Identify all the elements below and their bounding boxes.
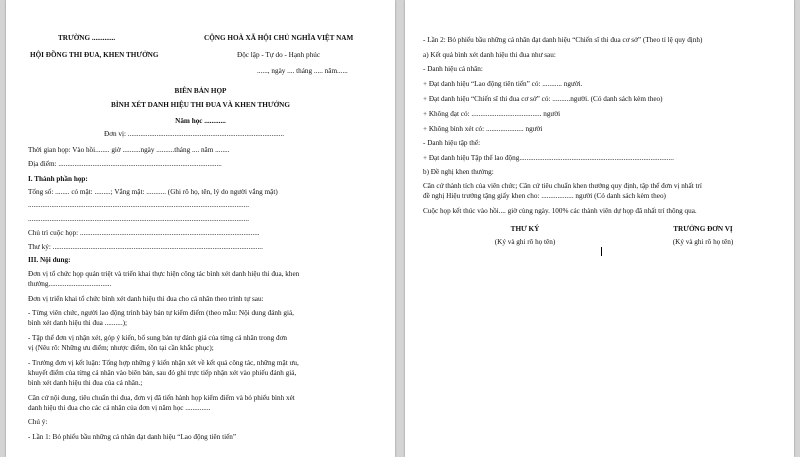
paragraph: đề nghị Hiệu trưởng tặng giấy khen cho: .................. người (Có danh sách kèm theo) xyxy=(423,192,666,200)
section-attendees: I. Thành phần họp: xyxy=(28,175,88,183)
secretary-title: THƯ KÝ xyxy=(510,225,540,233)
paragraph: Căn cứ nội dung, tiêu chuẩn thi đua, đơn vị đã tiến hành họp kiểm điểm và bỏ phiếu bình xét xyxy=(28,394,295,402)
location-line: Địa điểm: ........................................................................................... xyxy=(28,160,222,168)
paragraph: + Không đạt có: ....................................... người xyxy=(423,110,561,118)
paragraph: + Đạt danh hiệu Tập thể lao động...................................................................................... xyxy=(423,154,674,162)
date-line: ......, ngày .... tháng ..... năm...... xyxy=(257,67,348,75)
head-sign-note: (Ký và ghi rõ họ tên) xyxy=(672,238,734,246)
paragraph: Căn cứ thành tích của viên chức; Căn cứ tiêu chuẩn khen thưởng quy định, tập thể đơn vị nhất trí xyxy=(423,182,702,190)
motto: Độc lập - Tự do - Hạnh phúc xyxy=(237,51,321,59)
meeting-time: Thời gian họp: Vào hồi........ giờ ..........ngày ..........tháng .... năm ........ xyxy=(28,146,230,154)
paragraph: Cuộc họp kết thúc vào hồi.... giờ cùng ngày. 100% các thành viên dự họp đã nhất trí thông qua. xyxy=(423,207,697,215)
dotted-line: ........................................................................................................................... xyxy=(28,201,250,209)
paragraph: danh hiệu thi đua cho các cá nhân của đơn vị năm học .............. xyxy=(28,404,211,412)
paragraph: + Đạt danh hiệu “Chiến sĩ thi đua cơ sở” có: ..........người. (Có danh sách kèm theo) xyxy=(423,95,663,103)
paragraph: - Danh hiệu cá nhân: xyxy=(423,65,483,73)
paragraph: bình xét danh hiệu thi đua của cá nhân.; xyxy=(28,379,143,387)
paragraph: b) Đề nghị khen thưởng: xyxy=(423,168,494,176)
doc-subtitle: BÌNH XÉT DANH HIỆU THI ĐUA VÀ KHEN THƯỞNG xyxy=(111,101,290,109)
head-title: TRƯỞNG ĐƠN VỊ xyxy=(673,225,733,233)
paragraph: - Lần 2: Bỏ phiếu bầu những cá nhân đạt danh hiệu “Chiến sĩ thi đua cơ sở” (Theo tỉ lệ quy định) xyxy=(423,36,703,44)
paragraph: - Danh hiệu tập thể: xyxy=(423,139,481,147)
paragraph: - Trưởng đơn vị kết luận: Tổng hợp những ý kiến nhận xét về kết quả công tác, những mặt ưu, xyxy=(28,359,299,367)
paragraph: + Đạt danh hiệu “Lao động tiên tiến” có: ........... người. xyxy=(423,80,583,88)
attendee-count: Tổng số: ........ có mặt: .........; Vắng mặt: ........... (Ghi rõ họ, tên, lý do người vắng mặt) xyxy=(28,188,278,196)
text-cursor xyxy=(601,247,602,256)
paragraph: - Tập thể đơn vị nhận xét, góp ý kiến, bổ sung bản tự đánh giá của từng cá nhân trong đơn xyxy=(28,334,287,342)
school-year: Năm học ............ xyxy=(175,117,226,125)
council-name: HỘI ĐỒNG THI ĐUA, KHEN THƯỞNG xyxy=(30,51,159,59)
secretary-line: Thư ký: ..................................................................................................................... xyxy=(28,243,263,251)
paragraph: bình xét danh hiệu thi đua ..........); xyxy=(28,319,128,327)
document-page-left[interactable] xyxy=(6,0,395,457)
section-content: III. Nội dung: xyxy=(28,256,71,264)
republic-heading: CỘNG HOÀ XÃ HỘI CHỦ NGHĨA VIỆT NAM xyxy=(204,34,354,42)
doc-title: BIÊN BẢN HỌP xyxy=(174,87,227,95)
unit-line: Đơn vị: ....................................................................................... xyxy=(104,130,285,138)
paragraph: a) Kết quả bình xét danh hiệu thi đua như sau: xyxy=(423,51,556,59)
paragraph: khuyết điểm của từng cá nhân vào biên bản, sau đó ghi trực tiếp nhận xét vào phiếu đánh giá, xyxy=(28,369,297,377)
paragraph: Đơn vị tổ chức họp quán triệt và triển khai thực hiện công tác bình xét danh hiệu thi đua, khen xyxy=(28,270,300,278)
paragraph: Đơn vị triển khai tổ chức bình xét danh hiệu thi đua cho cá nhân theo trình tự sau: xyxy=(28,295,264,303)
paragraph: - Từng viên chức, người lao động trình bày bản tự kiểm điểm (theo mẫu: Nội dung đánh giá, xyxy=(28,309,294,317)
secretary-sign-note: (Ký và ghi rõ họ tên) xyxy=(494,238,556,246)
dotted-line: ........................................................................................................................... xyxy=(28,215,250,223)
paragraph: thưởng................................... xyxy=(28,280,112,288)
paragraph: - Lần 1: Bỏ phiếu bầu những cá nhân đạt danh hiệu “Lao động tiên tiến” xyxy=(28,433,237,441)
note-label: Chú ý: xyxy=(28,418,48,426)
paragraph: vị (Nêu rõ: Những ưu điểm; nhược điểm, tồn tại cần khắc phục); xyxy=(28,344,214,352)
chair-line: Chủ trì cuộc họp: .................................................................................................... xyxy=(28,229,260,237)
paragraph: + Không bình xét có: ..................... người xyxy=(423,125,543,133)
school-name: TRƯỜNG ............. xyxy=(58,34,116,42)
document-page-right[interactable] xyxy=(405,0,794,457)
